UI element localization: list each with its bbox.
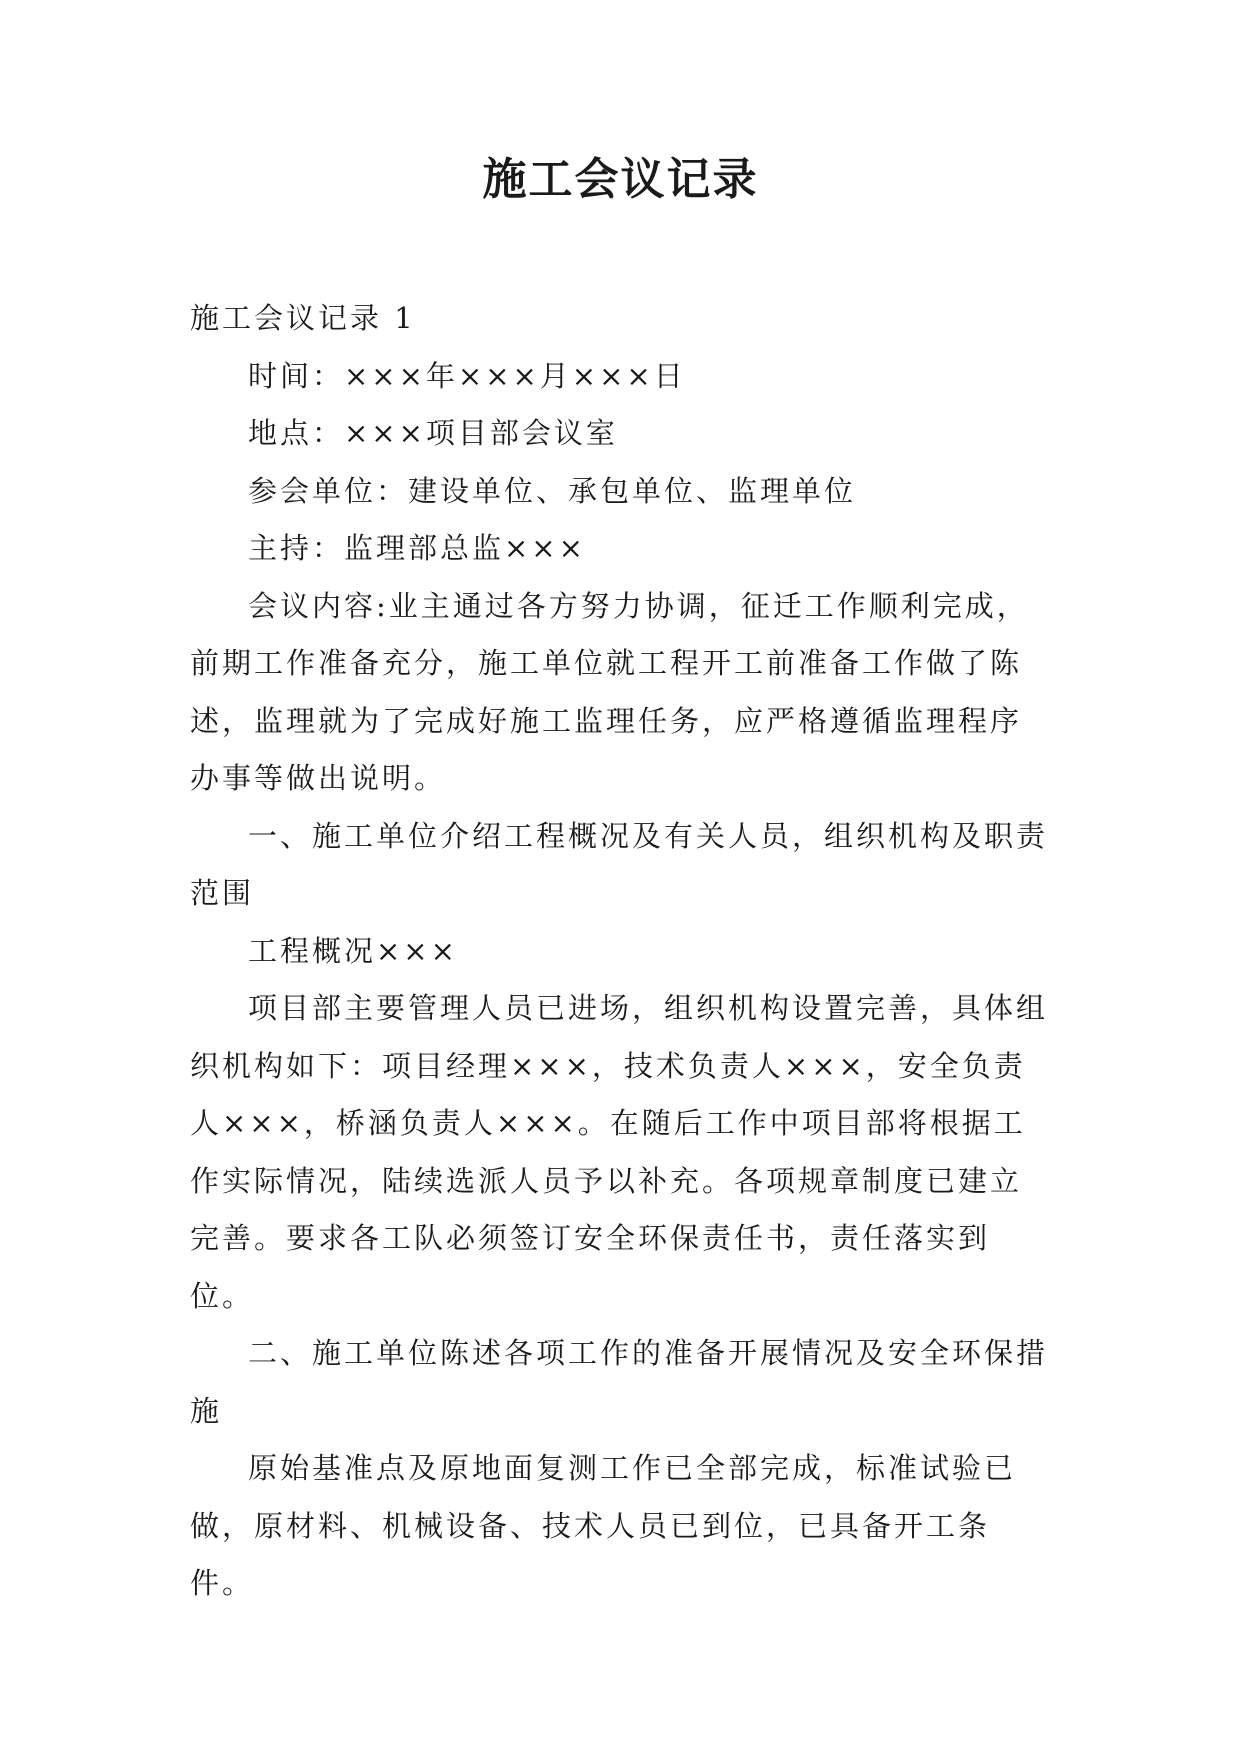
document-body: [190, 290, 1050, 1613]
meeting-location: 地点：×××项目部会议室: [248, 416, 618, 450]
section-heading: 施工会议记录 1: [190, 301, 416, 335]
item-two-heading: 二、施工单位陈述各项工作的准备开展情况及安全环保措施: [190, 1336, 1049, 1428]
project-overview: 工程概况×××: [248, 933, 458, 968]
meeting-host: 主持：监理部总监×××: [248, 531, 586, 565]
meeting-attendees: 参会单位：建设单位、承包单位、监理单位: [248, 473, 857, 508]
preparation-paragraph: 原始基准点及原地面复测工作已全部完成，标准试验已做，原材料、机械设备、技术人员已到位，已具备开工条件。: [190, 1451, 1017, 1600]
meeting-content: 会议内容:业主通过各方努力协调，征迁工作顺利完成，前期工作准备充分，施工单位就工程开工前准备工作做了陈述，监理就为了完成好施工监理任务，应严格遵循监理程序办事等做出说明。: [190, 588, 1029, 795]
meeting-time: 时间：×××年×××月×××日: [248, 358, 686, 393]
organization-paragraph: 项目部主要管理人员已进场，组织机构设置完善，具体组织机构如下：项目经理×××，技术负责人×××，安全负责人×××，桥涵负责人×××。在随后工作中项目部将根据工作实际情况，陆续选派人员予以补充。各项规章制度已建立完善。要求各工队必须签订安全环保责任书，责任落实到位。: [190, 991, 1049, 1313]
document-title: 施工会议记录: [482, 154, 759, 205]
item-one-heading: 一、施工单位介绍工程概况及有关人员，组织机构及职责范围: [190, 818, 1049, 910]
